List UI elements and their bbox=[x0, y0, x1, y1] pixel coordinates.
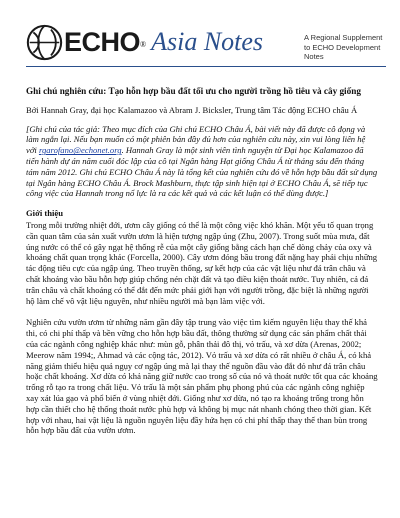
paragraph-1: Trong mỗi trường nhiệt đới, ươm cây giống có thể là một công việc khó khăn. Một yếu tố quan trọng cần quan tâm của sản xuất vườn ươm là hiện tượng ngập úng (Zhu, 2007). Trong suốt mùa mưa, đất úng nước có thể có gây ngạt hệ thống rễ của một cây giống bằng cách hạn chế dòng chảy của oxy và khoáng chất quan trọng khác (Forcella, 2000). Cây ươm đóng bầu trong đất nặng hay phải chịu những tác động tiêu cực của ngập úng. Theo truyền thống, sự kết hợp của các vật liệu như đá trân châu và chất khoáng vào bầu hỗn hợp giúp chống nén chặt đất và tạo điều kiện thoát nước. Tuy nhiên, cả đá trân châu và chất khoáng có thể đắt đến mức phải giới hạn với người trồng, đặc biệt là những người hộ làm chế vô vật liệu nguyên, như nhiều người mà bạn làm việc với. bbox=[26, 219, 378, 306]
publication-name: Asia Notes bbox=[151, 27, 264, 56]
registered-mark: ® bbox=[140, 39, 147, 49]
contact-email-link[interactable]: rgarofano@echonet.org bbox=[38, 145, 122, 156]
section-heading: Giới thiệu bbox=[26, 208, 63, 219]
author-note bbox=[26, 124, 378, 200]
author-note-text-1: [Ghi chú của tác giả: Theo mục đích của Ghi chú ECHO Châu Á, bài viết này đã được cô đọng và làm ngắn lại. Nếu bạn muốn có một phiên bản đầy đủ hơn của nghiên cứu này, xin vui lòng liên hệ với bbox=[26, 123, 366, 156]
masthead bbox=[26, 22, 386, 62]
author-note-text-2: . Hannah Gray là một sinh viên tình nguyện từ Đại học Kalamazoo đã tiến hành dự án năm cuối đóc lập của cô tại Ngân hàng Hạt giống Châu Á từ tháng sáu đến tháng tám năm 2012. Ghi chú ECHO Châu Á này là tổng kết của nghiên cứu đó về hỗn hợp bầu đất sử dụng tại Ngân hàng ECHO Châu Á. Brock Mashburn, thực tập sinh hiện tại ở ECHO Châu Á, sẽ tiếp tục công việc của Hannah trong nổ lực là ra các kết quả và các kết luận có thể dùng được.] bbox=[26, 145, 378, 199]
echo-globe-icon bbox=[26, 24, 63, 61]
article-authors: Bởi Hannah Gray, đại học Kalamazoo và Abram J. Bicksler, Trung tâm Tác động ECHO châu Á bbox=[26, 104, 358, 115]
supplement-note: A Regional Supplement to ECHO Development Notes bbox=[304, 33, 383, 61]
article bbox=[26, 86, 378, 447]
echo-logo bbox=[26, 22, 263, 62]
article-title: Ghi chú nghiên cứu: Tạo hỗn hợp bầu đất tối ưu cho người trồng hồ tiêu và cây giống bbox=[26, 86, 361, 96]
header-divider bbox=[26, 66, 386, 67]
brand-name: ECHO bbox=[64, 26, 141, 57]
paragraph-2: Nghiên cứu vườn ươm từ những năm gần đây tập trung vào việc tìm kiếm nguyên liệu thay thế khả thi, có chi phí thấp và bền vững cho hỗn hợp bầu đất, thông thường sử dụng các sản phẩm chất thải của các ngành công nghiệp khác như: mùn gỗ, phân thải đô thị, vỏ trấu, và xơ dừa (Arenas, 2002; Meerow năm 1994;, Ahmad và các cộng tác, 2012). Vỏ trấu và xơ dừa có rất nhiều ở châu Á, có khả năng giảm thiểu hiệu quả ngụy cơ ngập úng mà lại thay thế nguồn đầu vào đắt đỏ như đá trân châu hoặc chất khoáng. Xơ dừa có khả năng giữ nước cao trong số của nó và thoát nước tốt qua các khoảng trống rỗ tạo ra trong chất liệu. Vỏ trấu là một sản phẩm phụ phong phú của các ngành công nghiệp xay xát lúa gạo và phổ biến ở vùng nhiệt đới. Giống như xơ dừa, nó tạo ra khoảng trống trong hỗn hợp cần thiết cho hệ thống thoát nước phù hợp và không bị mục nát nhanh chóng theo thời gian. Kết hợp với nhau, hai vật liệu là nguồn nguyên liệu đầy hứa hẹn có chi phí thấp thay thế than bùn trong hỗn hợp bầu đất của vườn ươm. bbox=[26, 317, 378, 436]
